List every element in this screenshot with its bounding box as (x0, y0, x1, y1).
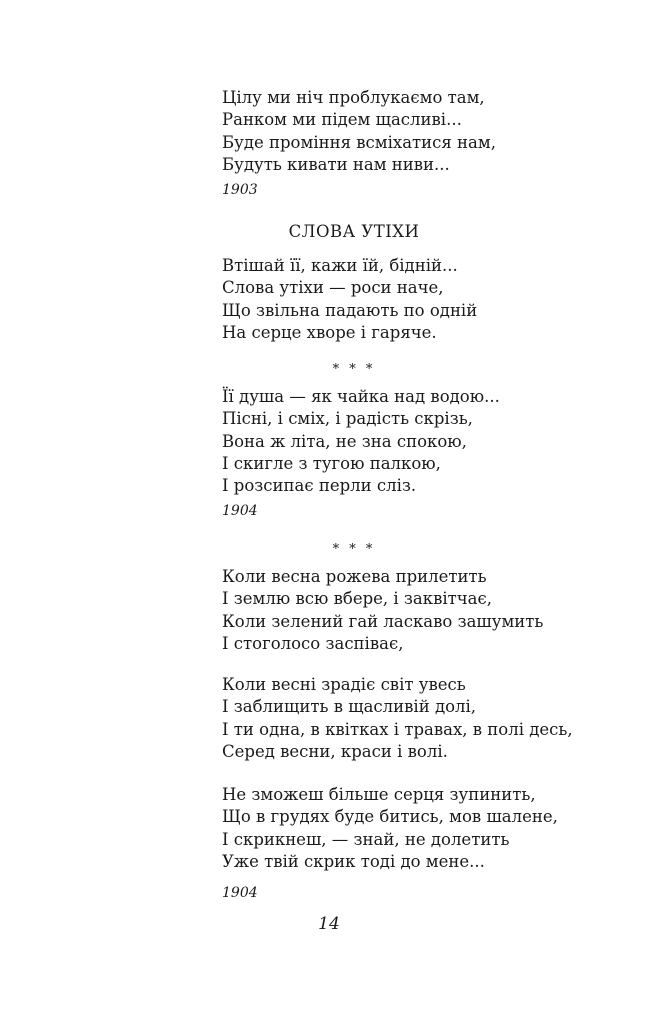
poem-line: Вона ж літа, не зна спокою, (222, 431, 467, 451)
poem-line: Слова утіхи — роси наче, (222, 278, 444, 298)
poem-line: Коли весні зрадіє світ увесь (222, 675, 466, 694)
poem-title: СЛОВА УТІХИ (288, 222, 420, 241)
poem-line: І землю всю вбере, і заквітчає, (222, 589, 492, 609)
poem-line: Уже твій скрик тоді до мене... (222, 851, 485, 871)
poem-line: Не зможеш більше серця зупинить, (222, 785, 536, 804)
poem-date: 1904 (222, 503, 258, 520)
page-number: 14 (318, 914, 340, 934)
poem-koly-vesna-stanza-2 (222, 674, 642, 763)
poem-ii-dusha (222, 386, 642, 521)
poem-line: Її душа — як чайка над водою... (222, 387, 500, 406)
poem-slova-utikhy (222, 255, 642, 344)
poem-line: І ти одна, в квітках і травах, в полі десь, (222, 719, 573, 739)
poem-date: 1904 (222, 885, 258, 902)
section-separator-stars: * * * (332, 542, 376, 557)
section-separator-stars: * * * (332, 362, 376, 377)
poem-line: І скрикнеш, — знай, не долетить (222, 829, 510, 849)
stanza-opening (222, 87, 642, 200)
poem-line: Серед весни, краси і волі. (222, 741, 448, 761)
poem-line: Пісні, і сміх, і радість скрізь, (222, 409, 473, 429)
poem-date: 1903 (222, 182, 258, 199)
poem-line: Будуть кивати нам ниви... (222, 154, 450, 174)
poem-line: На серце хворе і гаряче. (222, 322, 437, 342)
poem-line: Цілу ми ніч проблукаємо там, (222, 88, 485, 107)
poem-koly-vesna-stanza-3 (222, 784, 642, 903)
poem-line: І розсипає перли сліз. (222, 476, 417, 496)
poem-line: І заблищить в щасливій долі, (222, 697, 477, 717)
poem-line: Що в грудях буде битись, мов шалене, (222, 807, 558, 827)
poem-line: Що звільна падають по одній (222, 300, 478, 320)
poem-koly-vesna-stanza-1 (222, 566, 642, 655)
poem-line: І скигле з тугою палкою, (222, 453, 441, 473)
poem-line: Коли зелений гай ласкаво зашумить (222, 611, 544, 631)
poem-line: Буде проміння всміхатися нам, (222, 132, 496, 152)
poem-line: Ранком ми підем щасливі... (222, 110, 462, 130)
poem-line: Коли весна рожева прилетить (222, 567, 487, 586)
poem-line: Втішай її, кажи їй, бідній... (222, 256, 458, 275)
poem-line: І стоголосо заспіває, (222, 633, 404, 653)
